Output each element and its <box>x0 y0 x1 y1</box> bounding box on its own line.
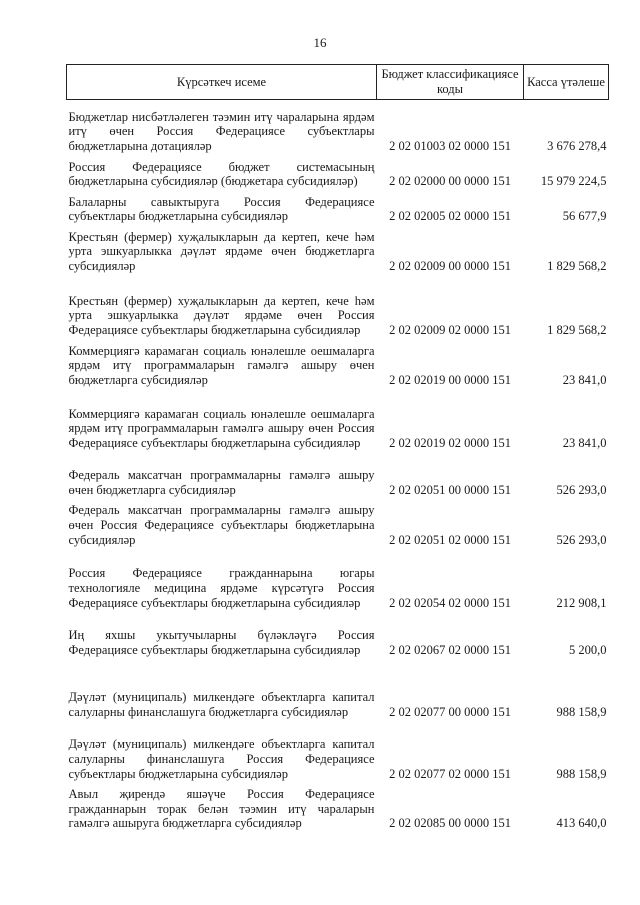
budget-table <box>66 64 609 837</box>
table-row <box>67 616 609 663</box>
table-row <box>67 160 609 195</box>
cash-execution-cell: 988 158,9 <box>556 704 607 719</box>
classification-code-cell: 2 02 02000 00 0000 151 <box>389 174 511 189</box>
cash-execution-cell: 1 829 568,2 <box>547 323 607 338</box>
classification-code-cell: 2 02 02054 02 0000 151 <box>389 595 511 610</box>
table-row <box>67 195 609 230</box>
table-body <box>67 100 609 838</box>
table-row <box>67 393 609 456</box>
table-row <box>67 280 609 344</box>
header-cash-execution: Касса үтәлеше <box>524 65 609 100</box>
indicator-name-cell: Коммерциягә карамаган социаль юнәлешле оешмаларга ярдәм итү программаларын гамәлгә ашыру өчен бюджетларга субсидияләр <box>68 343 375 387</box>
classification-code-cell: 2 02 02051 00 0000 151 <box>389 482 511 497</box>
indicator-name-cell: Крестьян (фермер) хуҗалыкларын да кертеп, кече һәм урта эшкуарлыкка дәүләт ярдәме өчен бюджетларга субсидияләр <box>68 229 375 274</box>
indicator-name-cell: Крестьян (фермер) хуҗалыкларын да кертеп, кече һәм урта эшкуарлыкка дәүләт ярдәме өчен Россия Федерациясе субъектлары бюджетларына субсидияләр <box>68 293 375 338</box>
indicator-name-cell: Иң яхшы укытучыларны бүләкләүгә Россия Федерациясе субъектлары бюджетларына субсидияләр <box>68 628 375 657</box>
classification-code-cell: 2 02 02077 00 0000 151 <box>389 704 511 719</box>
table-header <box>67 65 609 100</box>
table-row <box>67 456 609 503</box>
classification-code-cell: 2 02 02005 02 0000 151 <box>389 209 511 224</box>
table-row <box>67 503 609 553</box>
classification-code-cell: 2 02 02009 00 0000 151 <box>389 259 511 274</box>
indicator-name-cell: Федераль максатчан программаларны гамәлгә ашыру өчен бюджетларга субсидияләр <box>68 468 375 497</box>
cash-execution-cell: 526 293,0 <box>556 532 607 547</box>
classification-code-cell: 2 02 02019 02 0000 151 <box>389 435 511 450</box>
classification-code-cell: 2 02 02051 02 0000 151 <box>389 532 511 547</box>
classification-code-cell: 2 02 01003 02 0000 151 <box>389 138 511 153</box>
indicator-name-cell: Россия Федерациясе гражданнарына югары технологияле медицина ярдәме күрсәтүгә Россия Федерациясе субъектлары бюджетларына субсидияләр <box>68 566 375 610</box>
indicator-name-cell: Авыл җирендә яшәүче Россия Федерациясе гражданнарын торак белән тәэмин итү чараларын гамәлгә ашыруга бюджетларга субсидияләр <box>68 787 375 831</box>
indicator-name-cell: Россия Федерациясе бюджет системасының бюджетларына субсидияләр (бюджетара субсидияләр) <box>68 159 375 189</box>
indicator-name-cell: Балаларны савыктыруга Россия Федерациясе субъектлары бюджетларына субсидияләр <box>68 194 375 224</box>
cash-execution-cell: 23 841,0 <box>562 372 607 387</box>
table-row <box>67 725 609 787</box>
cash-execution-cell: 3 676 278,4 <box>547 138 607 153</box>
page-number: 16 <box>313 35 327 50</box>
table-row <box>67 100 609 160</box>
table-row <box>67 230 609 280</box>
indicator-name-cell: Дәүләт (муниципаль) милкендәге объектларга капитал салуларны финанслашуга бюджетларга субсидияләр <box>68 690 375 719</box>
classification-code-cell: 2 02 02019 00 0000 151 <box>389 372 511 387</box>
table-row <box>67 663 609 725</box>
indicator-name-cell: Коммерциягә карамаган социаль юнәлешле оешмаларга ярдәм итү программаларын гамәлгә ашыру өчен Россия Федерациясе субъектлары бюджетларына субсидияләр <box>68 406 375 450</box>
cash-execution-cell: 56 677,9 <box>562 209 607 224</box>
header-indicator-name: Күрсәткеч исеме <box>67 65 377 100</box>
table-row <box>67 787 609 837</box>
classification-code-cell: 2 02 02009 02 0000 151 <box>389 323 511 338</box>
cash-execution-cell: 5 200,0 <box>569 642 607 657</box>
classification-code-cell: 2 02 02077 02 0000 151 <box>389 766 511 781</box>
classification-code-cell: 2 02 02067 02 0000 151 <box>389 642 511 657</box>
cash-execution-cell: 15 979 224,5 <box>540 174 607 189</box>
cash-execution-cell: 212 908,1 <box>556 595 607 610</box>
table-row <box>67 553 609 616</box>
cash-execution-cell: 526 293,0 <box>556 482 607 497</box>
cash-execution-cell: 1 829 568,2 <box>547 259 607 274</box>
classification-code-cell: 2 02 02085 00 0000 151 <box>389 816 511 831</box>
cash-execution-cell: 988 158,9 <box>556 766 607 781</box>
indicator-name-cell: Бюджетлар нисбәтләлеген тәэмин итү чараларына ярдәм итү өчен Россия Федерациясе субъектлары бюджетларына дотацияләр <box>68 109 375 153</box>
cash-execution-cell: 413 640,0 <box>556 816 607 831</box>
header-classification-code: Бюджет классификациясе коды <box>377 65 524 100</box>
indicator-name-cell: Федераль максатчан программаларны гамәлгә ашыру өчен Россия Федерациясе субъектлары бюджетларына субсидияләр <box>68 503 375 547</box>
indicator-name-cell: Дәүләт (муниципаль) милкендәге объектларга капитал салуларны финанслашуга Россия Федерациясе субъектлары бюджетларына субсидияләр <box>68 737 375 781</box>
cash-execution-cell: 23 841,0 <box>562 435 607 450</box>
table-row <box>67 344 609 394</box>
